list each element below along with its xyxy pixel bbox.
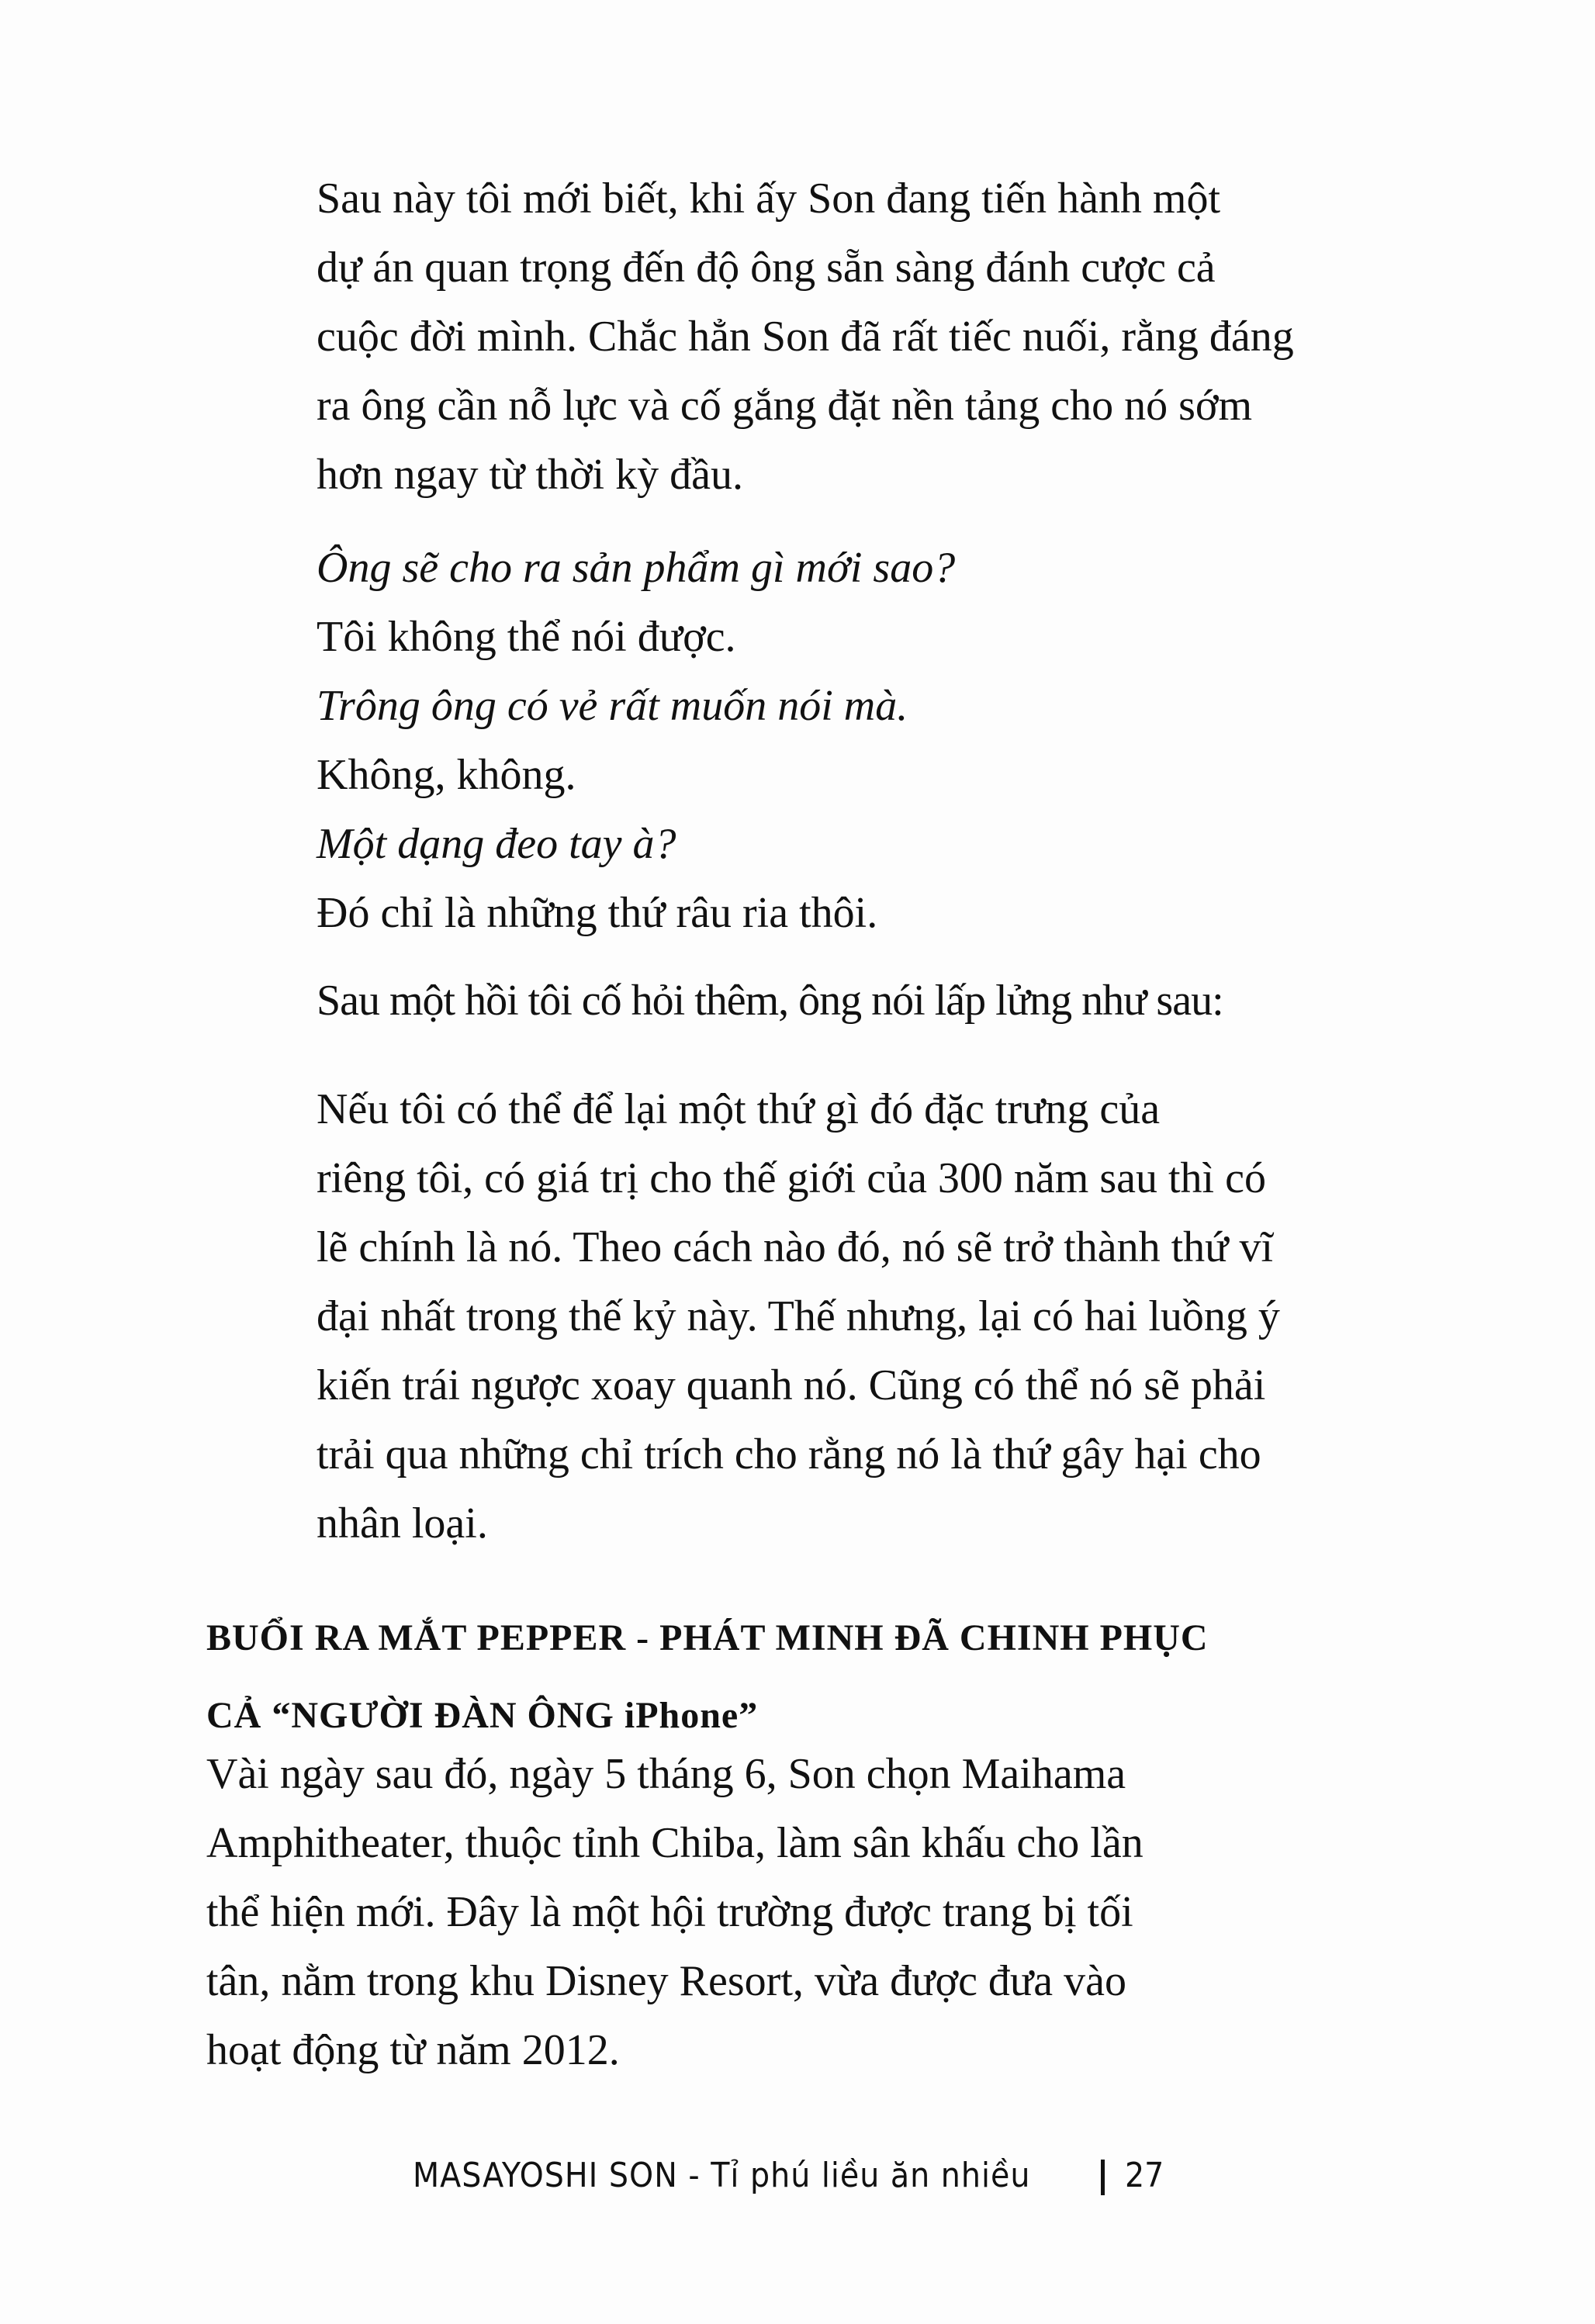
paragraph-quote: [206, 1075, 1370, 1558]
text-line: tân, nằm trong khu Disney Resort, vừa được đưa vào: [206, 1957, 1126, 2005]
paragraph-transition: [317, 967, 1403, 1036]
section-heading: [206, 1599, 1386, 1755]
answer-line: Tôi không thể nói được.: [317, 613, 736, 661]
text-line: cuộc đời mình. Chắc hẳn Son đã rất tiếc nuối, rằng đáng: [317, 313, 1294, 361]
page-number: 27: [1125, 2156, 1164, 2195]
text-line: hơn ngay từ thời kỳ đầu.: [317, 451, 743, 499]
text-line: hoạt động từ năm 2012.: [206, 2026, 620, 2074]
paragraph-intro: [206, 164, 1370, 510]
text-line: kiến trái ngược xoay quanh nó. Cũng có thể nó sẽ phải: [317, 1361, 1266, 1409]
text-line: Sau này tôi mới biết, khi ấy Son đang tiến hành một: [317, 175, 1221, 223]
question-line: Một dạng đeo tay à?: [317, 820, 676, 868]
text-line: Amphitheater, thuộc tỉnh Chiba, làm sân khấu cho lần: [206, 1819, 1143, 1867]
question-line: Ông sẽ cho ra sản phẩm gì mới sao?: [317, 544, 956, 592]
text-line: ra ông cần nỗ lực và cố gắng đặt nền tảng cho nó sớm: [317, 382, 1253, 430]
heading-line: BUỔI RA MẮT PEPPER - PHÁT MINH ĐÃ CHINH PHỤC: [206, 1617, 1209, 1658]
answer-line: Đó chỉ là những thứ râu ria thôi.: [317, 889, 878, 937]
text-line: riêng tôi, có giá trị cho thế giới của 300 năm sau thì có: [317, 1154, 1266, 1202]
heading-line: CẢ “NGƯỜI ĐÀN ÔNG iPhone”: [206, 1695, 759, 1736]
text-line: đại nhất trong thế kỷ này. Thế nhưng, lại có hai luồng ý: [317, 1292, 1280, 1340]
question-line: Trông ông có vẻ rất muốn nói mà.: [317, 682, 908, 730]
paragraph-launch: [206, 1740, 1370, 2085]
text-line: Vài ngày sau đó, ngày 5 tháng 6, Son chọn Maihama: [206, 1750, 1126, 1798]
page-footer: [413, 2149, 1266, 2203]
text-line: Sau một hồi tôi cố hỏi thêm, ông nói lấp lửng như sau:: [317, 977, 1223, 1025]
text-line: trải qua những chỉ trích cho rằng nó là thứ gây hại cho: [317, 1430, 1261, 1478]
text-line: thể hiện mới. Đây là một hội trường được trang bị tối: [206, 1888, 1133, 1936]
footer-divider: [1101, 2160, 1105, 2195]
text-line: dự án quan trọng đến độ ông sẵn sàng đánh cược cả: [317, 244, 1216, 292]
text-line: nhân loại.: [317, 1499, 488, 1548]
text-line: lẽ chính là nó. Theo cách nào đó, nó sẽ trở thành thứ vĩ: [317, 1223, 1274, 1271]
text-line: Nếu tôi có thể để lại một thứ gì đó đặc trưng của: [317, 1085, 1161, 1133]
interview-dialogue: [317, 534, 955, 948]
answer-line: Không, không.: [317, 751, 576, 799]
running-title: MASAYOSHI SON - Tỉ phú liều ăn nhiều: [413, 2156, 1031, 2195]
